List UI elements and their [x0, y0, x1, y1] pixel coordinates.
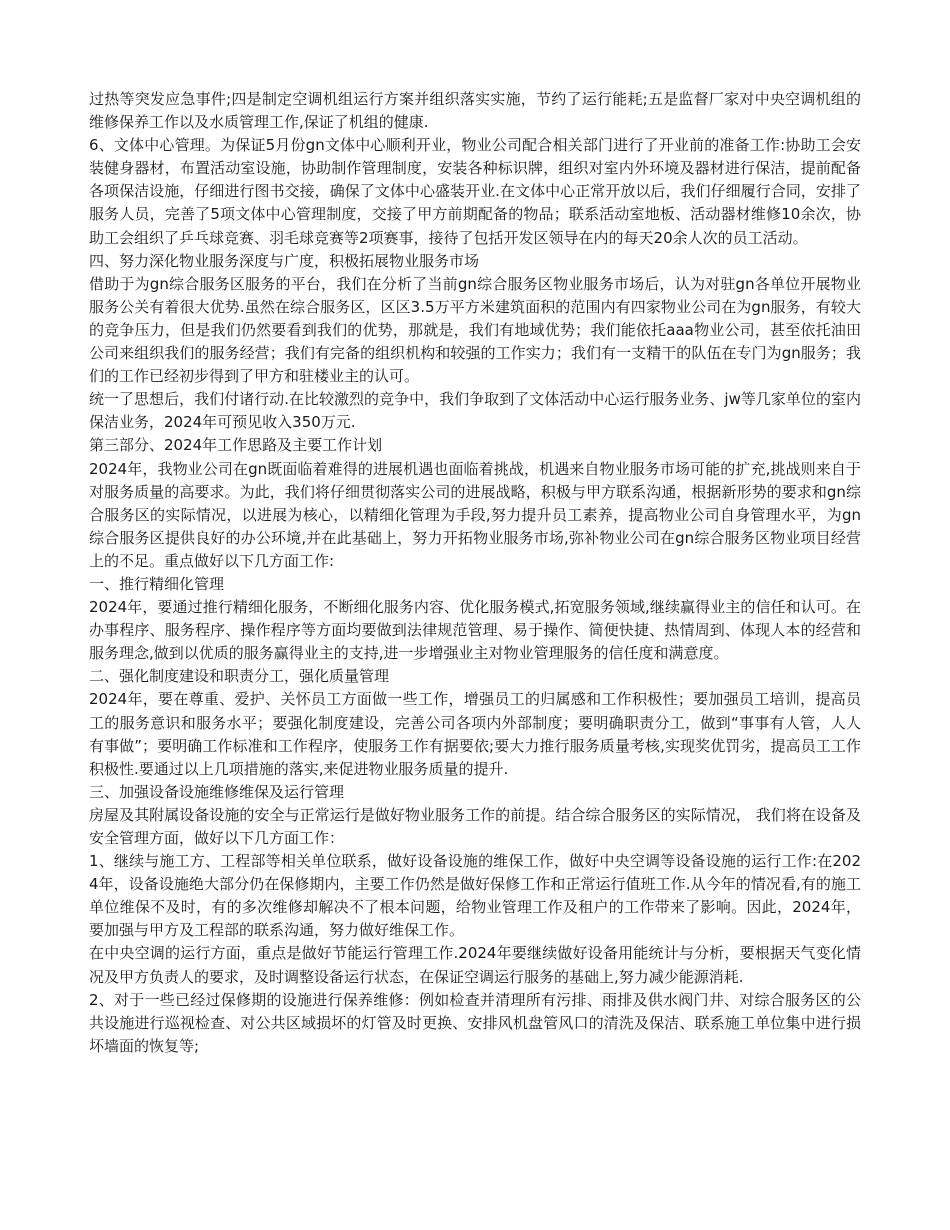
part-heading: 第三部分、2024年工作思路及主要工作计划 [89, 436, 383, 455]
section-heading: 四、努力深化物业服务深度与广度，积极拓展物业服务市场 [89, 251, 480, 270]
section-heading: 一、推行精细化管理 [89, 574, 225, 593]
section-heading: 三、加强设备设施维修维保及运行管理 [89, 782, 345, 801]
paragraph: 统一了思想后，我们付诸行动.在比较激烈的竞争中，我们争取到了文体活动中心运行服务业务、jw等几家单位的室内保洁业务，2024年可预见收入350万元. [89, 390, 861, 432]
paragraph: 2024年，要通过推行精细化服务，不断细化服务内容、优化服务模式,拓宽服务领域,继续赢得业主的信任和认可。在办事程序、服务程序、操作程序等方面均要做到法律规范管理、易于操作、简便快捷、热情周到、体现人本的经营和服务理念,做到以优质的服务赢得业主的支持,进一步增强业主对物业管理服务的信任度和满意度。 [89, 598, 861, 663]
paragraph: 房屋及其附属设备设施的安全与正常运行是做好物业服务工作的前提。结合综合服务区的实际情况， 我们将在设备及安全管理方面，做好以下几方面工作： [89, 805, 861, 847]
paragraph: 2024年，要在尊重、爱护、关怀员工方面做一些工作，增强员工的归属感和工作积极性；要加强员工培训，提高员工的服务意识和服务水平；要强化制度建设，完善公司各项内外部制度；要明确职责分工，做到“事事有人管，人人有事做”；要明确工作标准和工作程序，使服务工作有据要依;要大力推行服务质量考核,实现奖优罚劣，提高员工工作积极性.要通过以上几项措施的落实,来促进物业服务质量的提升. [89, 690, 861, 778]
paragraph: 在中央空调的运行方面，重点是做好节能运行管理工作.2024年要继续做好设备用能统计与分析，要根据天气变化情况及甲方负责人的要求，及时调整设备运行状态，在保证空调运行服务的基础上,努力减少能源消耗. [89, 944, 861, 986]
paragraph: 1、继续与施工方、工程部等相关单位联系，做好设备设施的维保工作，做好中央空调等设备设施的运行工作:在2024年，设备设施绝大部分仍在保修期内，主要工作仍然是做好保修工作和正常运行值班工作.从今年的情况看,有的施工单位维保不及时，有的多次维修却解决不了根本问题，给物业管理工作及租户的工作带来了影响。因此，2024年，要加强与甲方及工程部的联系沟通，努力做好维保工作。 [89, 852, 861, 940]
paragraph: 6、文体中心管理。为保证5月份gn文体中心顺利开业，物业公司配合相关部门进行了开业前的准备工作:协助工会安装健身器材，布置活动室设施，协助制作管理制度，安装各种标识牌，组织对室内外环境及器材进行保洁，提前配备各项保洁设施，仔细进行图书交接，确保了文体中心盛装开业.在文体中心正常开放以后，我们仔细履行合同，安排了服务人员，完善了5项文体中心管理制度，交接了甲方前期配备的物品；联系活动室地板、活动器材维修10余次，协助工会组织了乒乓球竞赛、羽毛球竞赛等2项赛事，接待了包括开发区领导在内的每天20余人次的员工活动。 [89, 136, 861, 247]
paragraph: 2024年，我物业公司在gn既面临着难得的进展机遇也面临着挑战，机遇来自物业服务市场可能的扩充,挑战则来自于对服务质量的高要求。为此，我们将仔细贯彻落实公司的进展战略，积极与甲方联系沟通，根据新形势的要求和gn综合服务区的实际情况，以进展为核心，以精细化管理为手段,努力提升员工素养，提高物业公司自身管理水平，为gn综合服务区提供良好的办公环境,并在此基础上，努力开拓物业服务市场,弥补物业公司在gn综合服务区物业项目经营上的不足。重点做好以下几方面工作: [89, 459, 861, 570]
paragraph: 过热等突发应急事件;四是制定空调机组运行方案并组织落实实施，节约了运行能耗;五是监督厂家对中央空调机组的维修保养工作以及水质管理工作,保证了机组的健康. [89, 90, 861, 132]
paragraph: 2、对于一些已经过保修期的设施进行保养维修：例如检查并清理所有污排、雨排及供水阀门井、对综合服务区的公共设施进行巡视检查、对公共区域损坏的灯管及时更换、安排风机盘管风口的清洗及保洁、联系施工单位集中进行损坏墙面的恢复等; [89, 990, 861, 1055]
section-heading: 二、强化制度建设和职责分工，强化质量管理 [89, 667, 390, 686]
paragraph: 借助于为gn综合服务区服务的平台，我们在分析了当前gn综合服务区物业服务市场后，认为对驻gn各单位开展物业服务公关有着很大优势.虽然在综合服务区，区区3.5万平方米建筑面积的范围内有四家物业公司在为gn服务，有较大的竞争压力，但是我们仍然要看到我们的优势，那就是，我们有地域优势；我们能依托aaa物业公司，甚至依托油田公司来组织我们的服务经营；我们有完备的组织机构和较强的工作实力；我们有一支精干的队伍在专门为gn服务；我们的工作已经初步得到了甲方和驻楼业主的认可。 [89, 274, 861, 386]
document-body [89, 88, 861, 1058]
